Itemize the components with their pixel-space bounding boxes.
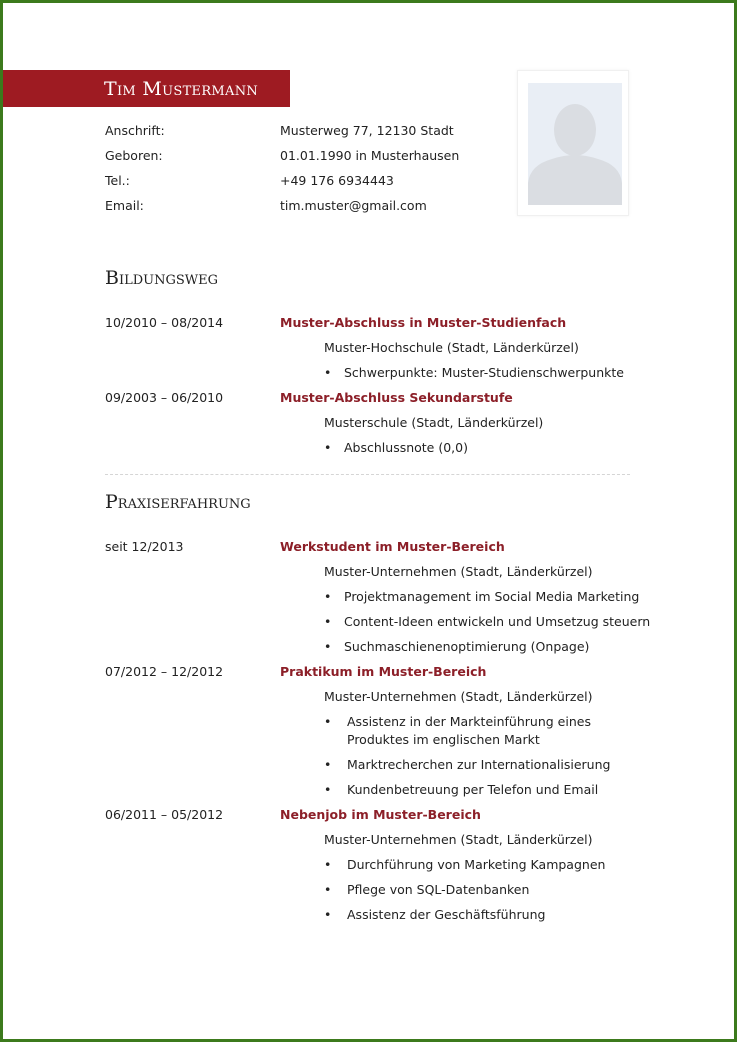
bullet-item: • Assistenz der Geschäftsführung bbox=[324, 907, 546, 922]
birth-label: Geboren: bbox=[105, 148, 163, 163]
entry-institution: Musterschule (Stadt, Länderkürzel) bbox=[324, 415, 544, 430]
name-banner bbox=[3, 70, 290, 107]
email-value: tim.muster@gmail.com bbox=[280, 198, 427, 213]
photo-card bbox=[517, 70, 629, 216]
entry-date: seit 12/2013 bbox=[105, 539, 184, 554]
phone-value: +49 176 6934443 bbox=[280, 173, 394, 188]
bullet-item: • Abschlussnote (0,0) bbox=[324, 440, 468, 455]
bullet-item: • Assistenz in der Markteinführung eines Produktes im englischen Markt bbox=[324, 714, 591, 747]
entry-date: 10/2010 – 08/2014 bbox=[105, 315, 224, 330]
address-value: Musterweg 77, 12130 Stadt bbox=[280, 123, 454, 138]
section-divider bbox=[105, 474, 630, 475]
entry-date: 06/2011 – 05/2012 bbox=[105, 807, 224, 822]
phone-label: Tel.: bbox=[105, 173, 130, 188]
entry-role: Werkstudent im Muster-Bereich bbox=[280, 539, 505, 554]
entry-role: Muster-Abschluss Sekundarstufe bbox=[280, 390, 513, 405]
entry-institution: Muster-Unternehmen (Stadt, Länderkürzel) bbox=[324, 689, 593, 704]
experience-title: Praxiserfahrung bbox=[105, 491, 251, 513]
entry-role: Muster-Abschluss in Muster-Studienfach bbox=[280, 315, 567, 330]
entry-date: 07/2012 – 12/2012 bbox=[105, 664, 224, 679]
bullet-item: • Durchführung von Marketing Kampagnen bbox=[324, 857, 606, 872]
bullet-item: • Suchmaschienenoptimierung (Onpage) bbox=[324, 639, 590, 654]
bullet-item: • Pflege von SQL-Datenbanken bbox=[324, 882, 530, 897]
bullet-item: • Marktrecherchen zur Internationalisierung bbox=[324, 757, 611, 772]
bullet-item: • Kundenbetreuung per Telefon und Email bbox=[324, 782, 599, 797]
email-label: Email: bbox=[105, 198, 144, 213]
birth-value: 01.01.1990 in Musterhausen bbox=[280, 148, 460, 163]
entry-institution: Muster-Hochschule (Stadt, Länderkürzel) bbox=[324, 340, 579, 355]
entry-date: 09/2003 – 06/2010 bbox=[105, 390, 224, 405]
bullet-item: • Projektmanagement im Social Media Marketing bbox=[324, 589, 640, 604]
education-title: Bildungsweg bbox=[105, 267, 219, 289]
entry-role: Nebenjob im Muster-Bereich bbox=[280, 807, 481, 822]
bullet-item: • Content-Ideen entwickeln und Umsetzug steuern bbox=[324, 614, 651, 629]
address-label: Anschrift: bbox=[105, 123, 165, 138]
person-silhouette-icon bbox=[528, 83, 622, 205]
entry-role: Praktikum im Muster-Bereich bbox=[280, 664, 487, 679]
bullet-item: • Schwerpunkte: Muster-Studienschwerpunkte bbox=[324, 365, 624, 380]
entry-institution: Muster-Unternehmen (Stadt, Länderkürzel) bbox=[324, 832, 593, 847]
entry-institution: Muster-Unternehmen (Stadt, Länderkürzel) bbox=[324, 564, 593, 579]
person-name: Tim Mustermann bbox=[104, 77, 259, 100]
